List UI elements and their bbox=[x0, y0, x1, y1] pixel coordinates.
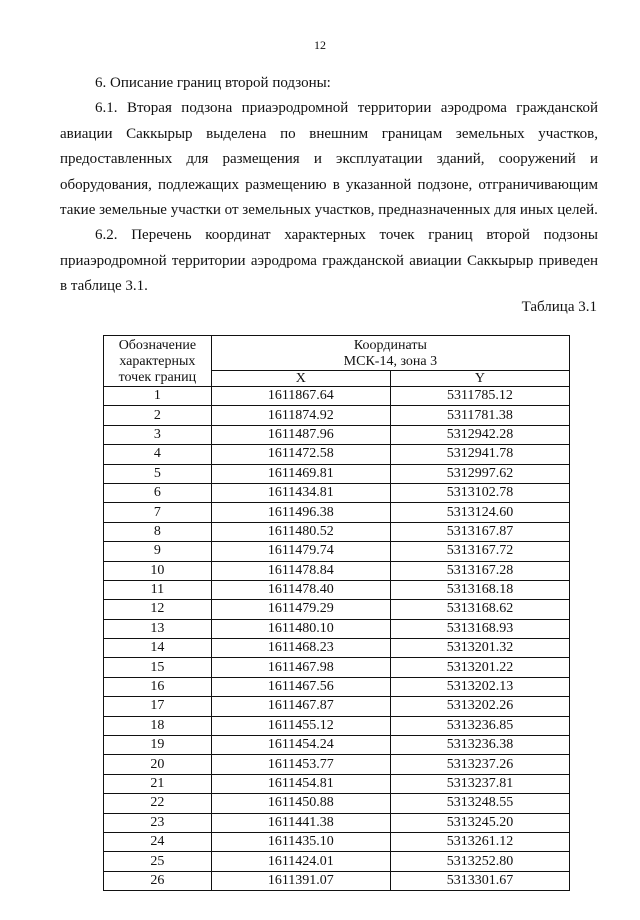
point-number-cell: 25 bbox=[104, 852, 212, 871]
y-coordinate-cell: 5313252.80 bbox=[390, 852, 569, 871]
y-coordinate-cell: 5313301.67 bbox=[390, 871, 569, 890]
x-coordinate-cell: 1611478.84 bbox=[211, 561, 390, 580]
x-coordinate-cell: 1611496.38 bbox=[211, 503, 390, 522]
header-coordinates bbox=[211, 336, 569, 371]
point-number-cell: 8 bbox=[104, 522, 212, 541]
point-number-cell: 14 bbox=[104, 639, 212, 658]
point-number-cell: 6 bbox=[104, 483, 212, 502]
y-coordinate-cell: 5313201.22 bbox=[390, 658, 569, 677]
table-row bbox=[104, 600, 570, 619]
y-coordinate-cell: 5313102.78 bbox=[390, 483, 569, 502]
x-coordinate-cell: 1611455.12 bbox=[211, 716, 390, 735]
table-row bbox=[104, 774, 570, 793]
table-row bbox=[104, 425, 570, 444]
y-coordinate-cell: 5313168.18 bbox=[390, 580, 569, 599]
point-number-cell: 11 bbox=[104, 580, 212, 599]
point-number-cell: 5 bbox=[104, 464, 212, 483]
point-number-cell: 4 bbox=[104, 445, 212, 464]
y-coordinate-cell: 5313202.13 bbox=[390, 677, 569, 696]
paragraph-6-2: 6.2. Перечень координат характерных точек границ второй подзоны приаэродромной территории аэродрома гражданской авиации Саккырыр приведен в таблице 3.1. bbox=[60, 227, 598, 294]
y-coordinate-cell: 5313261.12 bbox=[390, 832, 569, 851]
point-number-cell: 1 bbox=[104, 387, 212, 406]
table-row bbox=[104, 561, 570, 580]
y-coordinate-cell: 5313124.60 bbox=[390, 503, 569, 522]
table-row bbox=[104, 406, 570, 425]
point-number-cell: 23 bbox=[104, 813, 212, 832]
coordinates-table-body bbox=[104, 387, 570, 891]
x-coordinate-cell: 1611435.10 bbox=[211, 832, 390, 851]
x-coordinate-cell: 1611468.23 bbox=[211, 639, 390, 658]
x-coordinate-cell: 1611424.01 bbox=[211, 852, 390, 871]
header-coordinates-line: МСК-14, зона 3 bbox=[343, 354, 438, 369]
table-row bbox=[104, 542, 570, 561]
table-row bbox=[104, 619, 570, 638]
x-coordinate-cell: 1611480.10 bbox=[211, 619, 390, 638]
table-row bbox=[104, 716, 570, 735]
x-coordinate-cell: 1611487.96 bbox=[211, 425, 390, 444]
y-coordinate-cell: 5313202.26 bbox=[390, 697, 569, 716]
y-coordinate-cell: 5313168.62 bbox=[390, 600, 569, 619]
y-coordinate-cell: 5313167.87 bbox=[390, 522, 569, 541]
point-number-cell: 7 bbox=[104, 503, 212, 522]
table-row bbox=[104, 445, 570, 464]
y-coordinate-cell: 5313245.20 bbox=[390, 813, 569, 832]
page-number: 12 bbox=[314, 38, 326, 52]
point-number-cell: 15 bbox=[104, 658, 212, 677]
table-row bbox=[104, 832, 570, 851]
point-number-cell: 3 bbox=[104, 425, 212, 444]
header-point-code bbox=[104, 336, 212, 387]
header-x: X bbox=[211, 371, 390, 387]
x-coordinate-cell: 1611469.81 bbox=[211, 464, 390, 483]
table-row bbox=[104, 580, 570, 599]
y-coordinate-cell: 5312941.78 bbox=[390, 445, 569, 464]
header-point-code-line: Обозначение bbox=[118, 338, 197, 353]
point-number-cell: 17 bbox=[104, 697, 212, 716]
x-coordinate-cell: 1611479.29 bbox=[211, 600, 390, 619]
y-coordinate-cell: 5312942.28 bbox=[390, 425, 569, 444]
table-row bbox=[104, 387, 570, 406]
header-y: Y bbox=[390, 371, 569, 387]
x-coordinate-cell: 1611867.64 bbox=[211, 387, 390, 406]
table-row bbox=[104, 522, 570, 541]
x-coordinate-cell: 1611450.88 bbox=[211, 794, 390, 813]
table-row bbox=[104, 852, 570, 871]
x-coordinate-cell: 1611472.58 bbox=[211, 445, 390, 464]
x-coordinate-cell: 1611874.92 bbox=[211, 406, 390, 425]
table-row bbox=[104, 677, 570, 696]
table-row bbox=[104, 813, 570, 832]
point-number-cell: 16 bbox=[104, 677, 212, 696]
x-coordinate-cell: 1611391.07 bbox=[211, 871, 390, 890]
point-number-cell: 13 bbox=[104, 619, 212, 638]
point-number-cell: 20 bbox=[104, 755, 212, 774]
point-number-cell: 10 bbox=[104, 561, 212, 580]
x-coordinate-cell: 1611441.38 bbox=[211, 813, 390, 832]
y-coordinate-cell: 5313237.26 bbox=[390, 755, 569, 774]
x-coordinate-cell: 1611480.52 bbox=[211, 522, 390, 541]
point-number-cell: 22 bbox=[104, 794, 212, 813]
x-coordinate-cell: 1611467.56 bbox=[211, 677, 390, 696]
point-number-cell: 21 bbox=[104, 774, 212, 793]
table-row bbox=[104, 503, 570, 522]
point-number-cell: 24 bbox=[104, 832, 212, 851]
y-coordinate-cell: 5312997.62 bbox=[390, 464, 569, 483]
x-coordinate-cell: 1611453.77 bbox=[211, 755, 390, 774]
y-coordinate-cell: 5313236.85 bbox=[390, 716, 569, 735]
y-coordinate-cell: 5313168.93 bbox=[390, 619, 569, 638]
point-number-cell: 19 bbox=[104, 736, 212, 755]
y-coordinate-cell: 5313237.81 bbox=[390, 774, 569, 793]
table-row bbox=[104, 871, 570, 890]
point-number-cell: 2 bbox=[104, 406, 212, 425]
table-row bbox=[104, 658, 570, 677]
x-coordinate-cell: 1611479.74 bbox=[211, 542, 390, 561]
point-number-cell: 18 bbox=[104, 716, 212, 735]
table-row bbox=[104, 483, 570, 502]
header-point-code-line: характерных bbox=[119, 354, 196, 369]
paragraph-6-1: 6.1. Вторая подзона приаэродромной территории аэродрома гражданской авиации Саккырыр выделена по внешним границам земельных участков, предоставленных для размещения и эксплуатации зданий, сооружений и оборудования, подлежащих размещению в указанной подзоне, отграничивающим такие земельные участки от земельных участков, предназначенных для иных целей. bbox=[60, 100, 598, 218]
y-coordinate-cell: 5311785.12 bbox=[390, 387, 569, 406]
x-coordinate-cell: 1611454.24 bbox=[211, 736, 390, 755]
header-coordinates-line: Координаты bbox=[353, 338, 427, 353]
table-row bbox=[104, 697, 570, 716]
x-coordinate-cell: 1611454.81 bbox=[211, 774, 390, 793]
table-row bbox=[104, 794, 570, 813]
y-coordinate-cell: 5313248.55 bbox=[390, 794, 569, 813]
header-point-code-line: точек границ bbox=[118, 370, 197, 385]
section-heading: 6. Описание границ второй подзоны: bbox=[95, 75, 331, 91]
table-row bbox=[104, 464, 570, 483]
y-coordinate-cell: 5311781.38 bbox=[390, 406, 569, 425]
point-number-cell: 9 bbox=[104, 542, 212, 561]
y-coordinate-cell: 5313167.28 bbox=[390, 561, 569, 580]
x-coordinate-cell: 1611478.40 bbox=[211, 580, 390, 599]
point-number-cell: 26 bbox=[104, 871, 212, 890]
coordinates-table bbox=[103, 335, 570, 891]
y-coordinate-cell: 5313236.38 bbox=[390, 736, 569, 755]
point-number-cell: 12 bbox=[104, 600, 212, 619]
table-row bbox=[104, 736, 570, 755]
table-caption: Таблица 3.1 bbox=[521, 299, 597, 315]
x-coordinate-cell: 1611467.87 bbox=[211, 697, 390, 716]
x-coordinate-cell: 1611434.81 bbox=[211, 483, 390, 502]
x-coordinate-cell: 1611467.98 bbox=[211, 658, 390, 677]
y-coordinate-cell: 5313201.32 bbox=[390, 639, 569, 658]
table-row bbox=[104, 639, 570, 658]
table-row bbox=[104, 755, 570, 774]
y-coordinate-cell: 5313167.72 bbox=[390, 542, 569, 561]
